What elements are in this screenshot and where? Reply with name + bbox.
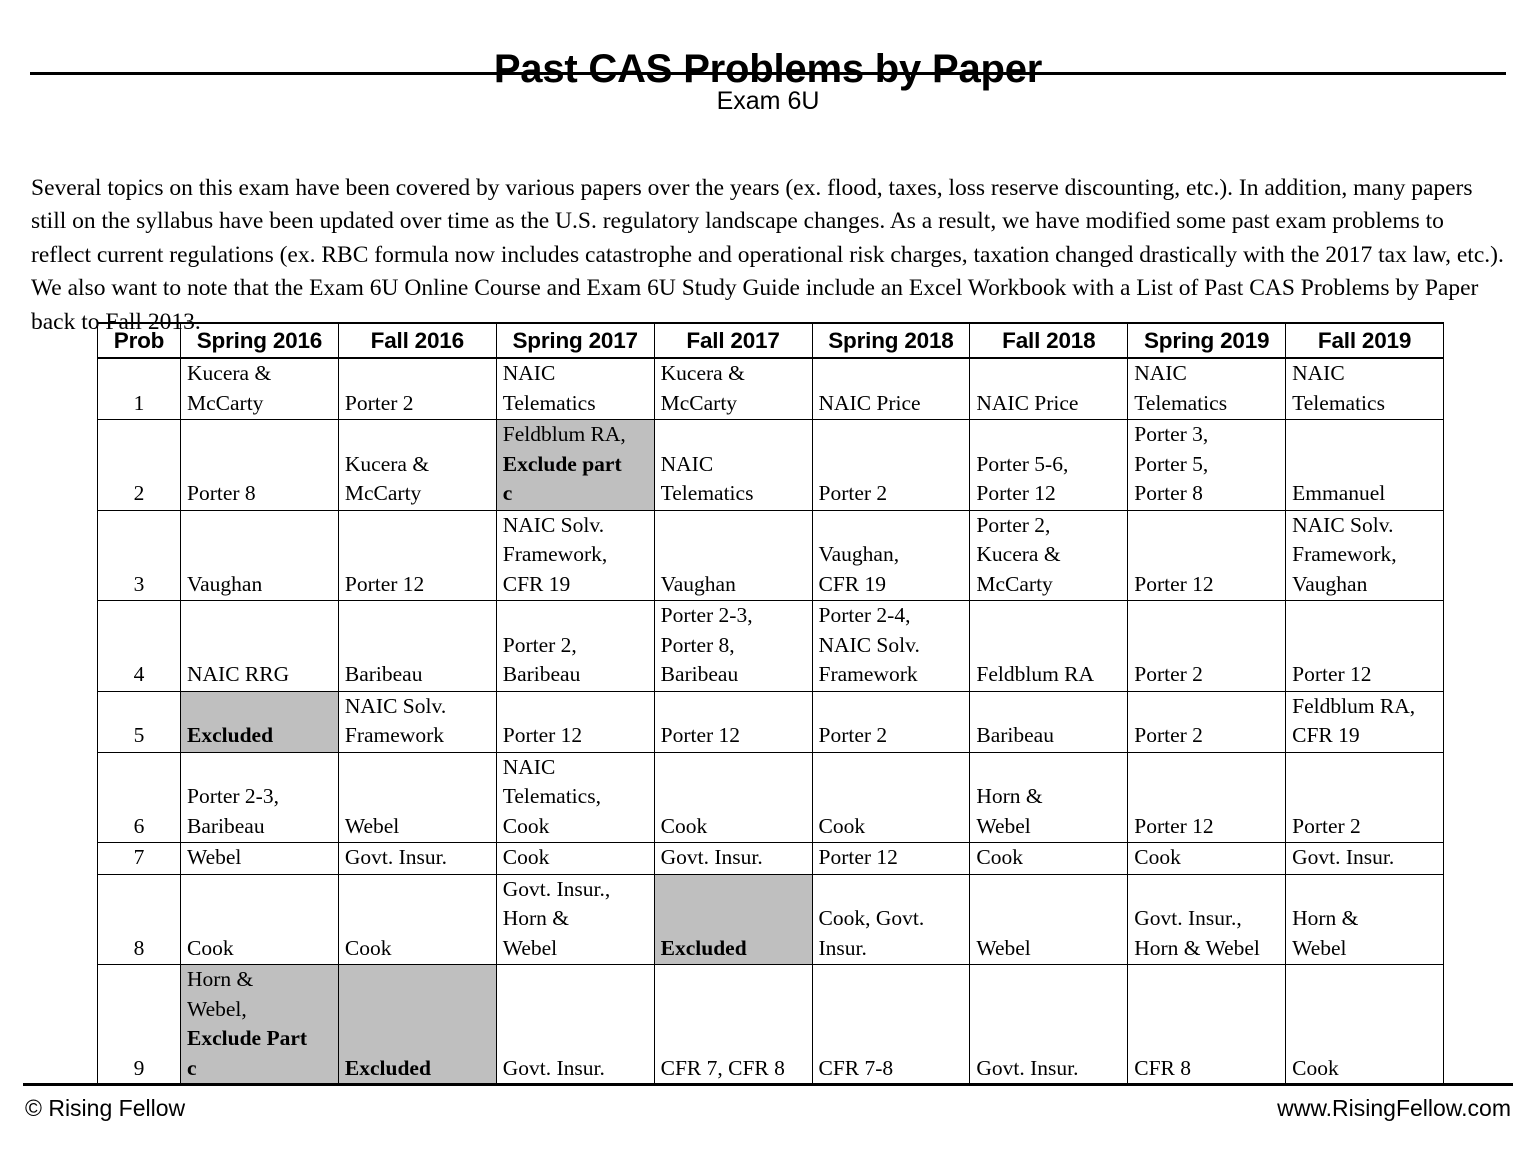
cell-line: Cook (502, 845, 550, 869)
cell-line: Exclude Part (187, 1026, 308, 1050)
table-cell (1286, 752, 1444, 843)
table-cell (970, 420, 1128, 511)
cell-line: Porter 2 (1292, 813, 1361, 838)
cell-line: Telematics, (502, 784, 601, 808)
cell-line: Horn & (1292, 906, 1359, 930)
cell-line: NAIC Price (818, 390, 921, 415)
cell-line: Govt. Insur., (502, 876, 611, 901)
cell-line: Emmanuel (1292, 481, 1386, 505)
table-cell (970, 358, 1128, 420)
cell-line: NAIC RRG (187, 662, 290, 686)
cell-line: Porter 2 (1134, 723, 1203, 747)
problem-number: 7 (98, 843, 181, 875)
cell-line: Cook (660, 813, 708, 838)
cell-line: NAIC Price (976, 390, 1079, 415)
cell-line: Porter 12 (502, 723, 583, 747)
table-cell (812, 358, 970, 420)
cell-line: Porter 8 (1134, 481, 1203, 505)
cell-line: Baribeau (976, 723, 1054, 747)
column-header-fall-2017: Fall 2017 (654, 323, 812, 358)
table-cell (812, 691, 970, 752)
cell-line: Govt. Insur. (1292, 845, 1395, 869)
table-cell (338, 874, 496, 965)
cell-line: Telematics (1134, 390, 1228, 415)
cell-line: Porter 3, (1134, 422, 1209, 446)
table-cell (496, 965, 654, 1086)
table-row (98, 965, 1444, 1086)
cell-line: Porter 5, (1134, 451, 1209, 476)
cell-line: NAIC Solv. (818, 632, 920, 657)
cell-line: Porter 12 (660, 723, 741, 747)
table-cell (338, 358, 496, 420)
table-cell (1128, 843, 1286, 875)
table-cell (338, 843, 496, 875)
cell-line: Telematics (1292, 390, 1385, 415)
cell-line: Baribeau (344, 662, 423, 686)
table-cell (338, 420, 496, 511)
cell-line: CFR 7-8 (818, 1055, 894, 1080)
table-cell (496, 420, 654, 511)
cell-line: Govt. Insur. (344, 845, 447, 869)
table-cell (496, 601, 654, 692)
cell-line: Kucera & (344, 451, 430, 476)
cell-line: Feldblum RA, (502, 422, 626, 446)
table-cell (181, 420, 339, 511)
cell-line: NAIC (502, 754, 556, 779)
table-cell (181, 691, 339, 752)
table-cell (496, 843, 654, 875)
table-cell (496, 874, 654, 965)
table-cell (338, 601, 496, 692)
table-cell (181, 752, 339, 843)
cell-line: Vaughan (187, 571, 263, 596)
table-cell (496, 691, 654, 752)
cell-line: Feldblum RA, (1292, 693, 1416, 718)
cell-line: CFR 19 (1292, 723, 1360, 747)
table-cell (970, 752, 1128, 843)
table-cell (496, 510, 654, 601)
table-cell (338, 965, 496, 1086)
page-subtitle: Exam 6U (716, 87, 820, 115)
table-cell (970, 965, 1128, 1086)
table-cell (1128, 752, 1286, 843)
table-cell (654, 420, 812, 511)
column-header-fall-2019: Fall 2019 (1286, 323, 1444, 358)
cell-line: Govt. Insur. (660, 845, 763, 869)
table-cell (338, 691, 496, 752)
cell-line: Insur. (818, 935, 867, 960)
cell-line: Cook (1292, 1055, 1339, 1080)
cell-line: NAIC Solv. (502, 512, 605, 537)
table-cell (181, 843, 339, 875)
table-cell (654, 691, 812, 752)
table-cell (812, 601, 970, 692)
cell-line: c (187, 1055, 197, 1080)
problem-number: 9 (98, 965, 181, 1086)
table-cell (181, 874, 339, 965)
cell-line: Framework (344, 723, 444, 747)
cell-line: Framework (818, 662, 918, 686)
table-cell (1128, 510, 1286, 601)
table-cell (338, 510, 496, 601)
cell-line: Kucera & (660, 361, 745, 385)
cell-line: Porter 2-4, (818, 603, 911, 627)
cell-line: Govt. Insur., (1134, 906, 1242, 930)
table-cell (812, 843, 970, 875)
table-cell (812, 752, 970, 843)
table-cell (1128, 874, 1286, 965)
table-header-row (98, 323, 1444, 358)
column-header-spring-2018: Spring 2018 (812, 323, 970, 358)
cell-line: Telematics (660, 481, 754, 505)
cell-line: Vaughan (660, 571, 736, 596)
cell-line: Porter 12 (344, 571, 425, 596)
column-header-fall-2018: Fall 2018 (970, 323, 1128, 358)
cell-line: Webel (976, 813, 1031, 838)
cell-line: Cook (502, 813, 550, 838)
cell-line: Govt. Insur. (976, 1055, 1079, 1080)
problem-number: 2 (98, 420, 181, 511)
cell-line: Excluded (187, 723, 274, 747)
cell-line: Excluded (660, 935, 747, 960)
cell-line: Govt. Insur. (502, 1055, 605, 1080)
cell-line: Baribeau (660, 662, 739, 686)
table-cell (654, 874, 812, 965)
table-cell (1286, 420, 1444, 511)
cell-line: Cook, Govt. (818, 906, 925, 930)
cell-line: Cook (976, 845, 1023, 869)
cell-line: CFR 7, CFR 8 (660, 1055, 785, 1080)
cell-line: Cook (818, 813, 866, 838)
cell-line: Webel (1292, 935, 1347, 960)
cell-line: McCarty (344, 481, 422, 505)
table-row (98, 874, 1444, 965)
cell-line: Horn & Webel (1134, 935, 1260, 960)
cell-line: Porter 5-6, (976, 451, 1069, 476)
cell-line: McCarty (976, 571, 1053, 596)
cell-line: Framework, (1292, 542, 1397, 566)
cell-line: Telematics (502, 390, 596, 415)
cell-line: Exclude part (502, 451, 622, 476)
past-problems-table-container (97, 322, 1443, 1086)
table-cell (654, 843, 812, 875)
table-cell (1286, 358, 1444, 420)
cell-line: Porter 2 (818, 723, 888, 747)
cell-line: Porter 2, (976, 512, 1051, 537)
cell-line: CFR 19 (502, 571, 571, 596)
cell-line: Webel (976, 935, 1031, 960)
table-cell (654, 601, 812, 692)
column-header-spring-2017: Spring 2017 (496, 323, 654, 358)
cell-line: NAIC Solv. (344, 693, 447, 718)
table-row (98, 752, 1444, 843)
cell-line: Porter 12 (1134, 813, 1214, 838)
column-header-spring-2016: Spring 2016 (181, 323, 339, 358)
table-cell (1286, 601, 1444, 692)
table-cell (496, 358, 654, 420)
cell-line: NAIC (502, 361, 556, 385)
cell-line: Cook (187, 935, 234, 960)
cell-line: Webel (187, 845, 242, 869)
page-title: Past CAS Problems by Paper (493, 46, 1043, 91)
table-row (98, 420, 1444, 511)
cell-line: Cook (1134, 845, 1181, 869)
intro-paragraph: Several topics on this exam have been covered by various papers over the years (ex. flood, taxes, loss reserve discounting, etc.). In addition, many papers still on the syllabus have been updated over time as the U.S. regulatory landscape changes. As a result, we have modified some past exam problems to reflect current regulations (ex. RBC formula now includes catastrophe and operational risk charges, taxation changed drastically with the 2017 tax law, etc.). We also want to note that the Exam 6U Online Course and Exam 6U Study Guide include an Excel Workbook with a List of Past CAS Problems by Paper back to Fall 2013. (31, 174, 1504, 335)
table-cell (1128, 358, 1286, 420)
cell-line: Porter 2-3, (187, 784, 279, 808)
cell-line: Horn & (187, 967, 254, 991)
column-header-spring-2019: Spring 2019 (1128, 323, 1286, 358)
problem-number: 1 (98, 358, 181, 420)
table-cell (812, 874, 970, 965)
table-cell (1286, 843, 1444, 875)
cell-line: Baribeau (502, 662, 581, 686)
table-row (98, 691, 1444, 752)
table-cell (181, 358, 339, 420)
table-cell (812, 420, 970, 511)
table-cell (1128, 691, 1286, 752)
table-row (98, 843, 1444, 875)
cell-line: Vaughan, (818, 542, 900, 566)
column-header-fall-2016: Fall 2016 (338, 323, 496, 358)
cell-line: Webel (502, 935, 558, 960)
table-cell (496, 752, 654, 843)
footer-website: www.RisingFellow.com (1277, 1095, 1511, 1121)
cell-line: Baribeau (187, 813, 265, 838)
problem-number: 4 (98, 601, 181, 692)
table-cell (1286, 510, 1444, 601)
cell-line: NAIC (660, 451, 714, 476)
cell-line: McCarty (187, 390, 264, 415)
cell-line: Excluded (344, 1055, 431, 1080)
table-row (98, 510, 1444, 601)
cell-line: Webel (344, 813, 400, 838)
table-cell (181, 601, 339, 692)
table-cell (812, 510, 970, 601)
table-row (98, 601, 1444, 692)
cell-line: Porter 2-3, (660, 603, 753, 627)
table-cell (654, 358, 812, 420)
table-cell (181, 510, 339, 601)
table-cell (970, 510, 1128, 601)
table-cell (181, 965, 339, 1086)
cell-line: McCarty (660, 390, 738, 415)
table-cell (654, 965, 812, 1086)
table-cell (970, 843, 1128, 875)
table-cell (654, 752, 812, 843)
problem-number: 6 (98, 752, 181, 843)
problem-number: 3 (98, 510, 181, 601)
cell-line: Horn & (976, 784, 1043, 808)
table-cell (338, 752, 496, 843)
cell-line: Porter 2, (502, 632, 577, 657)
cell-line: Porter 12 (818, 845, 898, 869)
table-cell (1286, 874, 1444, 965)
table-body (98, 358, 1444, 1085)
title-divider (30, 72, 1506, 75)
problem-number: 5 (98, 691, 181, 752)
cell-line: Kucera & (187, 361, 272, 385)
table-cell (970, 601, 1128, 692)
cell-line: Porter 8, (660, 632, 735, 657)
cell-line: Porter 2 (818, 481, 888, 505)
column-header-prob: Prob (98, 323, 181, 358)
cell-line: Feldblum RA (976, 662, 1095, 686)
cell-line: Porter 2 (1134, 662, 1203, 686)
cell-line: Cook (344, 935, 392, 960)
cell-line: Webel, (187, 996, 247, 1021)
cell-line: Porter 8 (187, 481, 256, 505)
problem-number: 8 (98, 874, 181, 965)
cell-line: c (502, 481, 513, 505)
cell-line: Vaughan (1292, 571, 1368, 596)
cell-line: Porter 12 (1134, 571, 1214, 596)
table-cell (1286, 965, 1444, 1086)
table-cell (970, 874, 1128, 965)
cell-line: CFR 8 (1134, 1055, 1192, 1080)
cell-line: Porter 12 (1292, 662, 1372, 686)
table-cell (1128, 420, 1286, 511)
past-problems-table (97, 322, 1444, 1086)
footer-divider (23, 1083, 1513, 1086)
table-cell (1128, 601, 1286, 692)
table-cell (970, 691, 1128, 752)
footer-copyright: © Rising Fellow (25, 1095, 186, 1121)
cell-line: Horn & (502, 906, 570, 930)
cell-line: Framework, (502, 542, 608, 566)
cell-line: NAIC (1134, 361, 1187, 385)
cell-line: NAIC (1292, 361, 1345, 385)
cell-line: NAIC Solv. (1292, 512, 1394, 537)
table-row (98, 358, 1444, 420)
table-cell (1128, 965, 1286, 1086)
cell-line: Porter 2 (344, 390, 414, 415)
cell-line: Kucera & (976, 542, 1061, 566)
table-cell (654, 510, 812, 601)
table-cell (812, 965, 970, 1086)
cell-line: CFR 19 (818, 571, 887, 596)
table-cell (1286, 691, 1444, 752)
cell-line: Porter 12 (976, 481, 1056, 505)
